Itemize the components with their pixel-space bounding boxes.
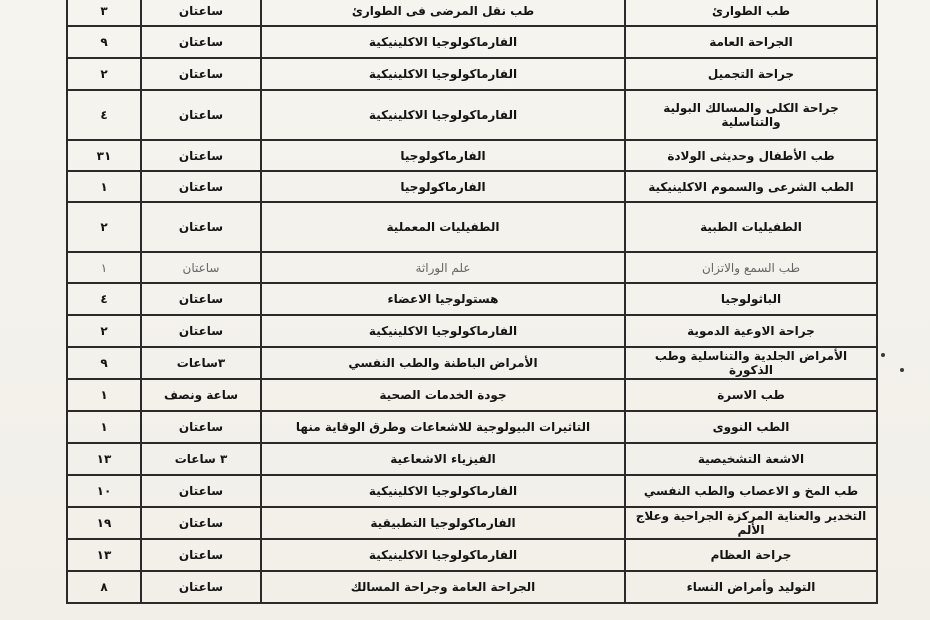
subject-cell: علم الوراثة (261, 252, 625, 283)
table-row (67, 379, 877, 411)
subject-cell: الفارماكولوجيا الاكلينيكية (261, 58, 625, 90)
table-row (67, 0, 877, 26)
subject-cell: الأمراض الباطنة والطب النفسي (261, 347, 625, 379)
scan-speck (881, 353, 885, 357)
specialty-cell: طب الأطفال وحديثى الولادة (625, 140, 877, 171)
specialty-table (66, 0, 878, 604)
hours-cell: ٣ ساعات (141, 443, 261, 475)
count-cell: ٣١ (67, 140, 141, 171)
subject-cell: الفارماكولوجيا الاكلينيكية (261, 539, 625, 571)
count-cell: ١ (67, 379, 141, 411)
specialty-cell: الطفيليات الطبية (625, 202, 877, 252)
subject-cell: الفارماكولوجيا التطبيقية (261, 507, 625, 539)
hours-cell: ساعتان (141, 507, 261, 539)
hours-cell: ساعتان (141, 411, 261, 443)
subject-cell: الفارماكولوجيا الاكلينيكية (261, 315, 625, 347)
count-cell: ٩ (67, 347, 141, 379)
specialty-cell: التخدير والعناية المركزة الجراحية وعلاج الألم (625, 507, 877, 539)
specialty-cell: جراحة الكلى والمسالك البولية والتناسلية (625, 90, 877, 140)
hours-cell: ساعتان (141, 140, 261, 171)
hours-cell: ساعتان (141, 58, 261, 90)
hours-cell: ساعة ونصف (141, 379, 261, 411)
subject-cell: الجراحة العامة وجراحة المسالك (261, 571, 625, 603)
specialty-cell: طب الاسرة (625, 379, 877, 411)
hours-cell: ساعتان (141, 283, 261, 315)
specialty-cell: طب السمع والاتزان (625, 252, 877, 283)
subject-cell: جودة الخدمات الصحية (261, 379, 625, 411)
subject-cell: الفارماكولوجيا الاكلينيكية (261, 26, 625, 58)
hours-cell: ساعتان (141, 171, 261, 202)
count-cell: ٨ (67, 571, 141, 603)
specialty-cell: الاشعة التشخيصية (625, 443, 877, 475)
subject-cell: التاثيرات البيولوجية للاشعاعات وطرق الوقاية منها (261, 411, 625, 443)
table-row (67, 252, 877, 283)
subject-cell: الفارماكولوجيا (261, 140, 625, 171)
count-cell: ١٣ (67, 443, 141, 475)
specialty-cell: جراحة التجميل (625, 58, 877, 90)
hours-cell: ساعتان (141, 202, 261, 252)
count-cell: ٤ (67, 90, 141, 140)
count-cell: ٢ (67, 202, 141, 252)
table-row (67, 315, 877, 347)
table-row (67, 90, 877, 140)
specialty-cell: الجراحة العامة (625, 26, 877, 58)
subject-cell: الفارماكولوجيا (261, 171, 625, 202)
table-row (67, 58, 877, 90)
table-row (67, 539, 877, 571)
scan-speck (900, 368, 904, 372)
specialty-cell: التوليد وأمراض النساء (625, 571, 877, 603)
table-row (67, 443, 877, 475)
count-cell: ١ (67, 252, 141, 283)
count-cell: ١ (67, 171, 141, 202)
count-cell: ١٩ (67, 507, 141, 539)
specialty-cell: جراحة العظام (625, 539, 877, 571)
table-row (67, 347, 877, 379)
count-cell: ١٠ (67, 475, 141, 507)
subject-cell: هستولوجيا الاعضاء (261, 283, 625, 315)
specialty-cell: طب المخ و الاعصاب والطب النفسي (625, 475, 877, 507)
count-cell: ١ (67, 411, 141, 443)
hours-cell: ساعتان (141, 539, 261, 571)
specialty-cell: الطب النووى (625, 411, 877, 443)
specialty-cell: الأمراض الجلدية والتناسلية وطب الذكورة (625, 347, 877, 379)
hours-cell: ساعتان (141, 475, 261, 507)
table-row (67, 140, 877, 171)
count-cell: ٤ (67, 283, 141, 315)
count-cell: ٢ (67, 315, 141, 347)
hours-cell: ساعتان (141, 0, 261, 26)
hours-cell: ساعتان (141, 315, 261, 347)
hours-cell: ساعتان (141, 252, 261, 283)
table-row (67, 202, 877, 252)
count-cell: ١٣ (67, 539, 141, 571)
table-row (67, 475, 877, 507)
table-row (67, 571, 877, 603)
count-cell: ٢ (67, 58, 141, 90)
count-cell: ٣ (67, 0, 141, 26)
hours-cell: ٣ساعات (141, 347, 261, 379)
specialty-cell: جراحة الاوعية الدموية (625, 315, 877, 347)
table-row (67, 507, 877, 539)
hours-cell: ساعتان (141, 26, 261, 58)
table-row (67, 171, 877, 202)
subject-cell: طب نقل المرضى فى الطوارئ (261, 0, 625, 26)
hours-cell: ساعتان (141, 571, 261, 603)
subject-cell: الفيزياء الاشعاعية (261, 443, 625, 475)
hours-cell: ساعتان (141, 90, 261, 140)
specialty-cell: الباثولوجيا (625, 283, 877, 315)
subject-cell: الفارماكولوجيا الاكلينيكية (261, 475, 625, 507)
specialty-cell: طب الطوارئ (625, 0, 877, 26)
table-row (67, 411, 877, 443)
subject-cell: الفارماكولوجيا الاكلينيكية (261, 90, 625, 140)
specialty-cell: الطب الشرعى والسموم الاكلينيكية (625, 171, 877, 202)
table-row (67, 26, 877, 58)
table-row (67, 283, 877, 315)
count-cell: ٩ (67, 26, 141, 58)
subject-cell: الطفيليات المعملية (261, 202, 625, 252)
